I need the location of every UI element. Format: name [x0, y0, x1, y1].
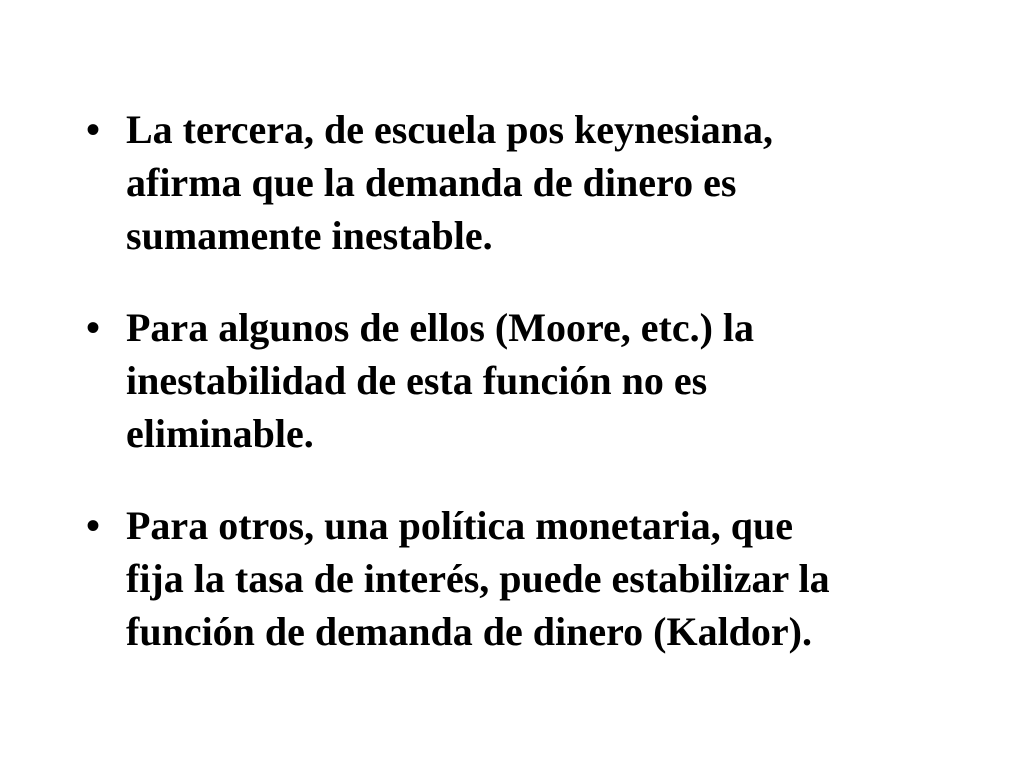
bullet-dot-icon: •: [86, 503, 101, 548]
bullet-text-line: eliminable.: [126, 411, 314, 456]
bullet-item: [86, 499, 966, 658]
bullet-dot-icon: •: [86, 107, 101, 152]
bullet-text-line: Para otros, una política monetaria, que: [126, 503, 794, 548]
bullet-item: [86, 301, 966, 460]
bullet-list: [86, 103, 966, 658]
bullet-text-line: inestabilidad de esta función no es: [126, 358, 708, 403]
bullet-text-line: fija la tasa de interés, puede estabilizar la: [126, 556, 830, 601]
bullet-item: [86, 103, 966, 262]
bullet-text-line: sumamente inestable.: [126, 213, 493, 258]
bullet-text-line: Para algunos de ellos (Moore, etc.) la: [126, 305, 755, 350]
bullet-text-line: La tercera, de escuela pos keynesiana,: [126, 107, 773, 152]
bullet-dot-icon: •: [86, 305, 101, 350]
bullet-text-line: afirma que la demanda de dinero es: [126, 160, 737, 205]
bullet-text-line: función de demanda de dinero (Kaldor).: [126, 609, 812, 654]
